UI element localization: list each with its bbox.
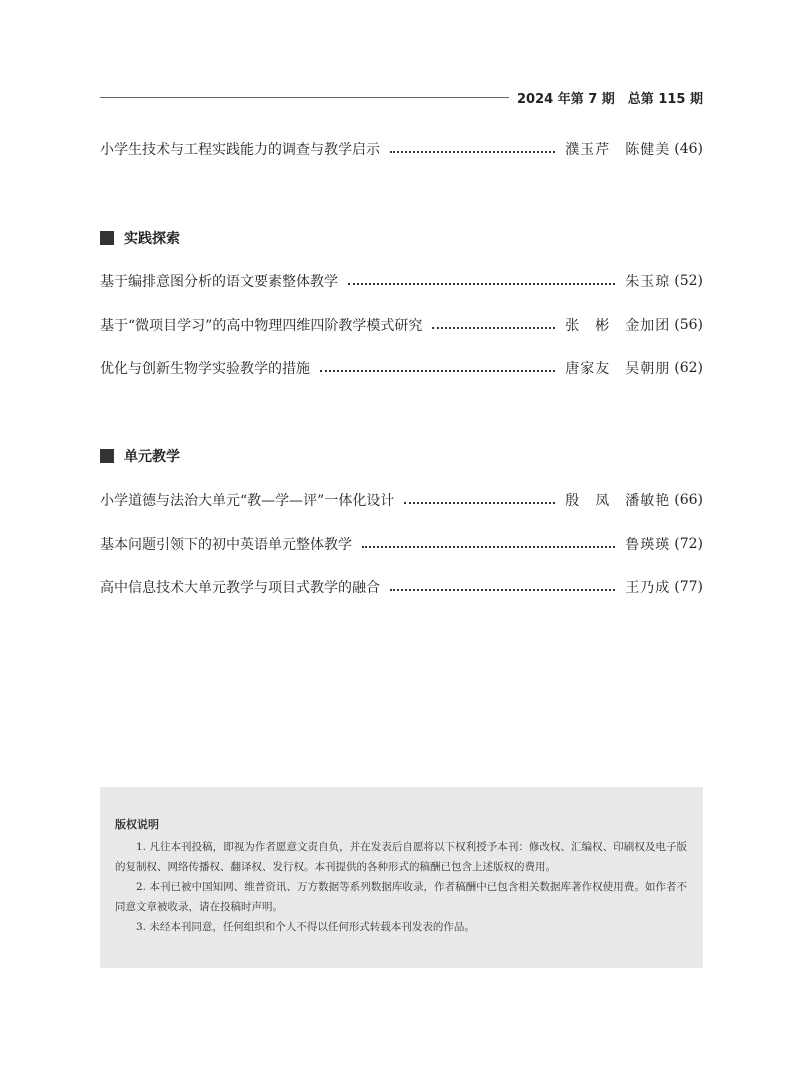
entry-title: 小学生技术与工程实践能力的调查与教学启示 xyxy=(100,142,380,158)
dot-leader xyxy=(390,589,615,591)
issue-number: 2024 年第 7 期 总第 115 期 xyxy=(517,91,703,107)
entry-page: (46) xyxy=(674,141,703,157)
entry-author: 鲁瑛瑛 xyxy=(625,537,671,553)
toc-entry[interactable] xyxy=(100,314,703,336)
square-bullet-icon xyxy=(100,449,114,463)
entry-author: 唐家友 吴朝朋 xyxy=(565,361,671,377)
section-heading-practice xyxy=(100,228,180,248)
entry-title: 小学道德与法治大单元“教—学—评”一体化设计 xyxy=(100,493,395,509)
entry-author: 王乃成 xyxy=(625,580,671,596)
entry-page: (72) xyxy=(674,536,703,552)
copyright-item: 2. 本刊已被中国知网、维普资讯、万方数据等系列数据库收录，作者稿酬中已包含相关数据库著作权使用费。如作者不同意文章被收录，请在投稿时声明。 xyxy=(115,881,687,913)
copyright-item: 1. 凡往本刊投稿，即视为作者愿意文责自负，并在发表后自愿将以下权利授予本刊：修改权、汇编权、印刷权及电子版的复制权、网络传播权、翻译权、发行权。本刊提供的各种形式的稿酬已包含上述版权的费用。 xyxy=(115,841,687,873)
entry-page: (62) xyxy=(674,360,703,376)
entry-title: 高中信息技术大单元教学与项目式教学的融合 xyxy=(100,580,380,596)
square-bullet-icon xyxy=(100,231,114,245)
entry-title: 基于“微项目学习”的高中物理四维四阶教学模式研究 xyxy=(100,318,423,334)
dot-leader xyxy=(348,283,615,285)
entry-page: (56) xyxy=(674,317,703,333)
toc-entry[interactable] xyxy=(100,576,703,598)
entry-title: 基本问题引领下的初中英语单元整体教学 xyxy=(100,537,352,553)
entry-page: (66) xyxy=(674,492,703,508)
toc-entry[interactable] xyxy=(100,270,703,292)
copyright-box xyxy=(100,787,703,968)
section-heading-unit-teaching xyxy=(100,446,180,466)
copyright-item: 3. 未经本刊同意，任何组织和个人不得以任何形式转载本刊发表的作品。 xyxy=(136,921,475,933)
page-header xyxy=(100,86,703,108)
copyright-title: 版权说明 xyxy=(115,818,159,831)
dot-leader xyxy=(404,502,555,504)
dot-leader xyxy=(320,370,555,372)
entry-author: 张 彬 金加团 xyxy=(565,318,671,334)
dot-leader xyxy=(432,327,555,329)
dot-leader xyxy=(362,546,615,548)
entry-page: (52) xyxy=(674,273,703,289)
header-rule xyxy=(100,97,509,98)
section-name: 单元教学 xyxy=(124,449,180,465)
entry-title: 优化与创新生物学实验教学的措施 xyxy=(100,361,310,377)
toc-entry[interactable] xyxy=(100,489,703,511)
toc-entry[interactable] xyxy=(100,357,703,379)
entry-title: 基于编排意图分析的语文要素整体教学 xyxy=(100,274,338,290)
entry-author: 殷 凤 潘敏艳 xyxy=(565,493,671,509)
entry-author: 朱玉琼 xyxy=(625,274,671,290)
dot-leader xyxy=(390,151,555,153)
toc-entry[interactable] xyxy=(100,138,703,160)
toc-entry[interactable] xyxy=(100,533,703,555)
section-name: 实践探索 xyxy=(124,231,180,247)
entry-author: 濮玉芹 陈健美 xyxy=(565,142,671,158)
entry-page: (77) xyxy=(674,579,703,595)
